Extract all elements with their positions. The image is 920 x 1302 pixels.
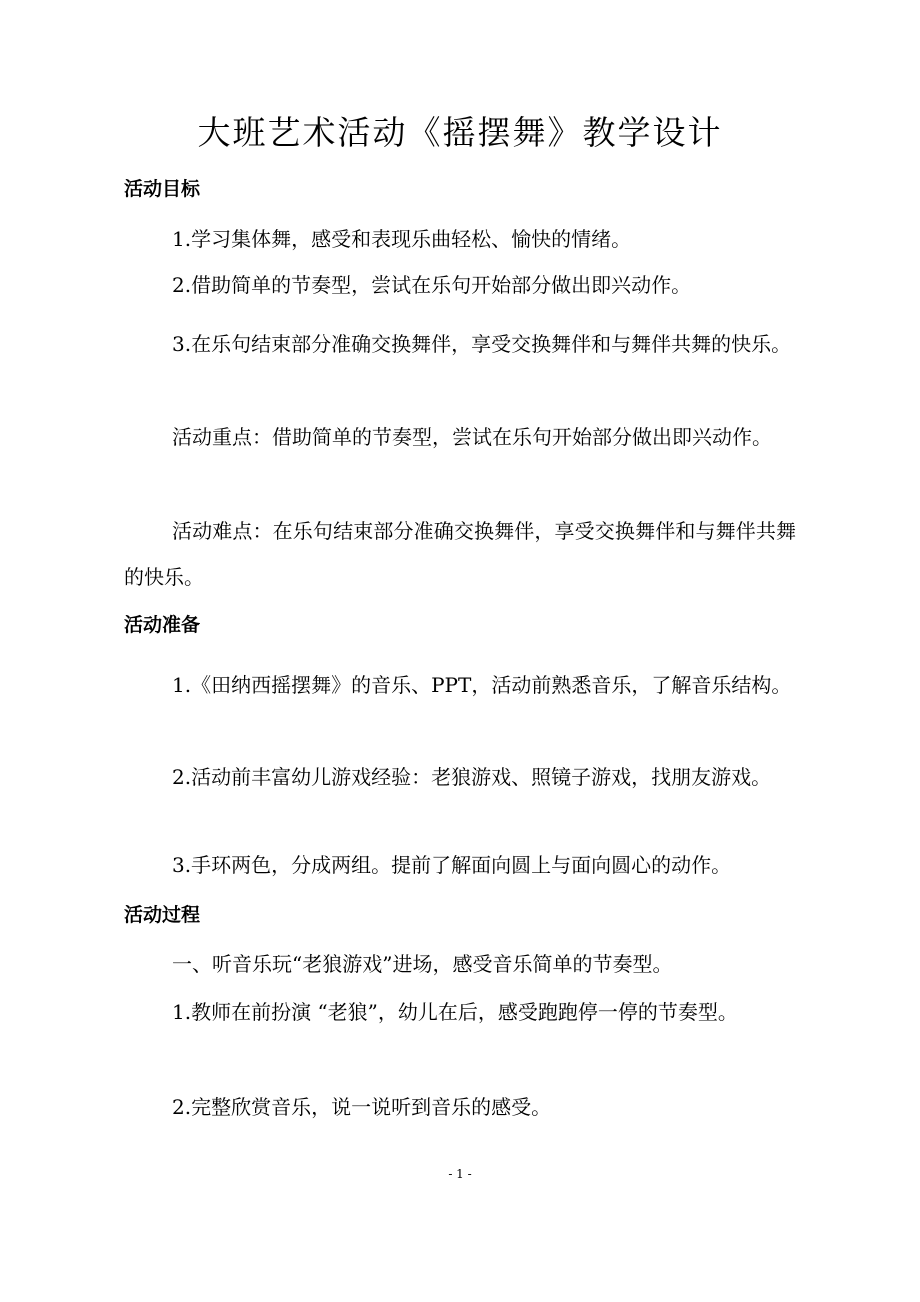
difficulty-point: 活动难点：在乐句结束部分准确交换舞伴，享受交换舞伴和与舞伴共舞的快乐。 [124,519,796,589]
process-item-2: 2.完整欣赏音乐，说一说听到音乐的感受。 [172,1095,552,1119]
process-item-1: 1.教师在前扮演 “老狼”，幼儿在后，感受跑跑停一停的节奏型。 [172,1000,738,1024]
section-heading-goals: 活动目标 [124,178,201,200]
document-title: 大班艺术活动《摇摆舞》教学设计 [197,113,723,152]
section-heading-preparation: 活动准备 [124,614,201,636]
section-heading-process: 活动过程 [124,904,201,926]
preparation-item-2: 2.活动前丰富幼儿游戏经验：老狼游戏、照镜子游戏，找朋友游戏。 [172,765,772,789]
goal-item-3: 3.在乐句结束部分准确交换舞伴，享受交换舞伴和与舞伴共舞的快乐。 [172,332,792,356]
key-point: 活动重点：借助简单的节奏型，尝试在乐句开始部分做出即兴动作。 [172,425,772,449]
process-step-one: 一、听音乐玩“老狼游戏”进场，感受音乐简单的节奏型。 [172,952,673,976]
goal-item-1: 1.学习集体舞，感受和表现乐曲轻松、愉快的情绪。 [172,227,632,251]
goal-item-2: 2.借助简单的节奏型，尝试在乐句开始部分做出即兴动作。 [172,273,692,297]
preparation-item-3: 3.手环两色，分成两组。提前了解面向圆上与面向圆心的动作。 [172,853,732,877]
preparation-item-1: 1.《田纳西摇摆舞》的音乐、PPT，活动前熟悉音乐，了解音乐结构。 [172,673,792,697]
page-number: - 1 - [448,1167,472,1181]
